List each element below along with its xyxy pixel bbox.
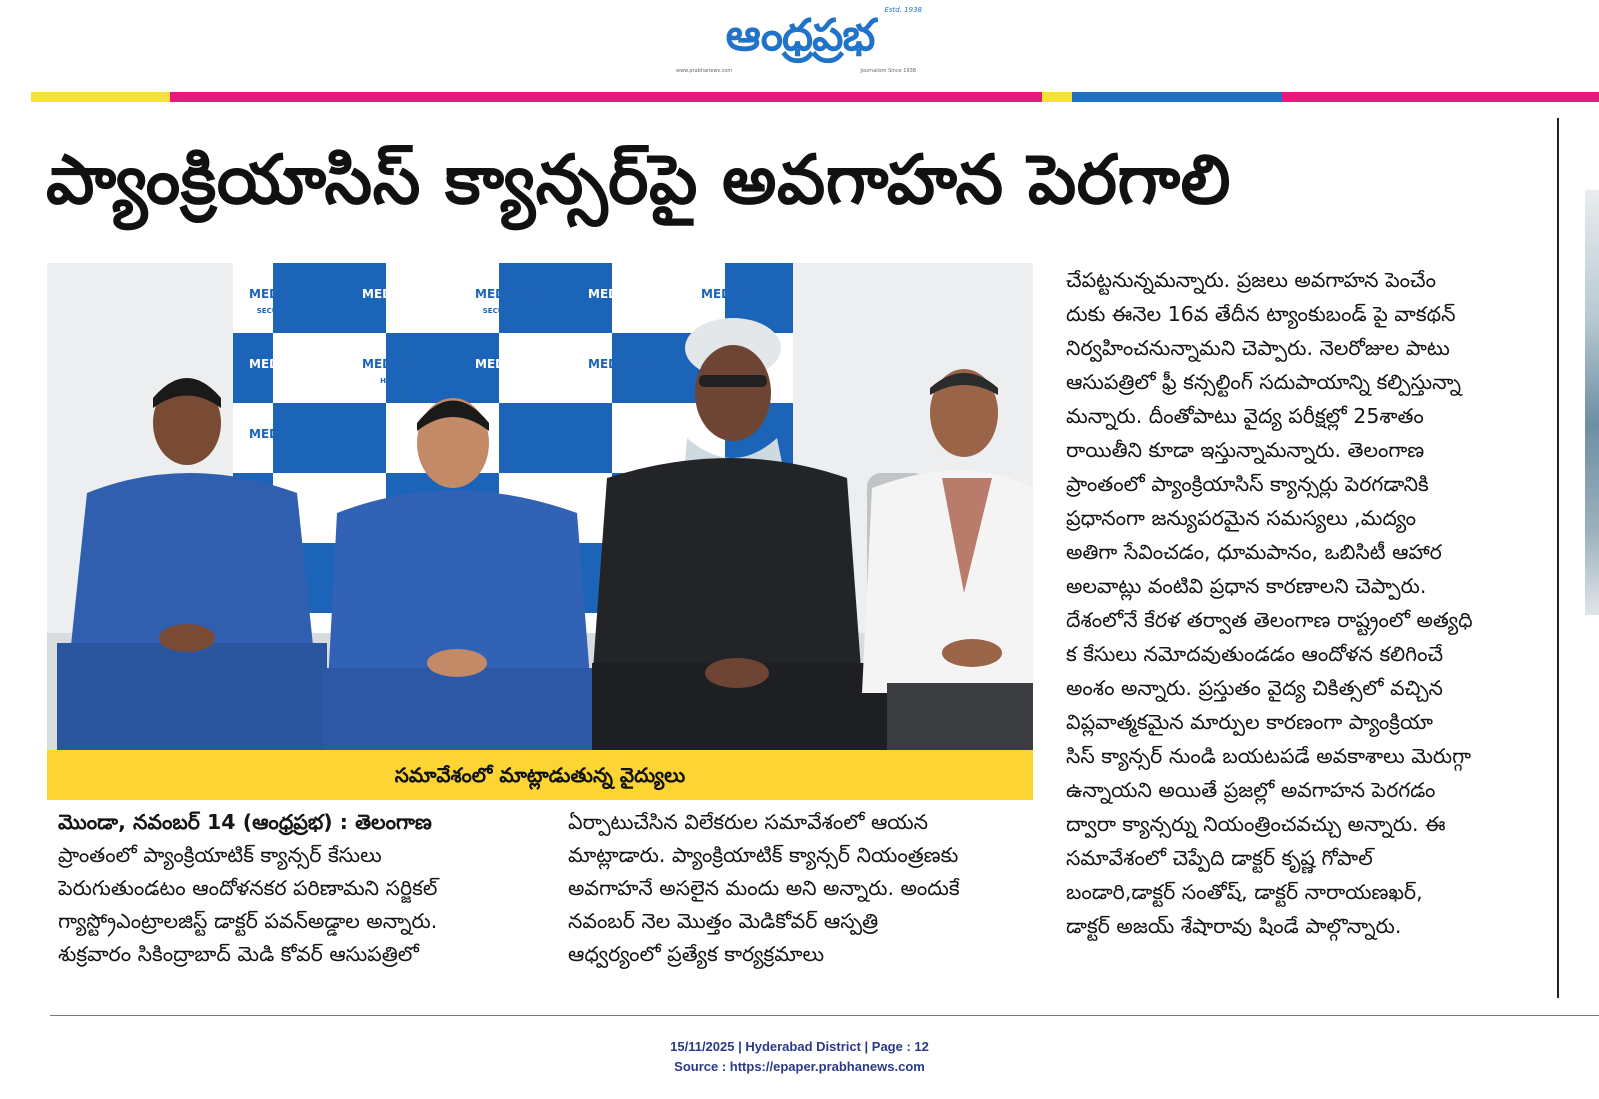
stripe-segment bbox=[31, 92, 170, 102]
photo-illustration bbox=[47, 263, 1033, 750]
backdrop-logo-text: MEDICOVER bbox=[701, 287, 781, 301]
photo-caption: సమావేశంలో మాట్లాడుతున్న వైద్యులు bbox=[394, 763, 686, 787]
backdrop-logo-sub: HOSPITALS bbox=[380, 377, 424, 385]
article-column-right bbox=[1066, 263, 1544, 943]
backdrop-logo-text: MEDICOVER bbox=[475, 357, 555, 371]
article-column-middle bbox=[568, 806, 1040, 971]
article-line: రాయితీని కూడా ఇస్తున్నామన్నారు. తెలంగాణ bbox=[1066, 438, 1425, 462]
backdrop-logo-text: MEDICOVER bbox=[249, 427, 329, 441]
article-line: ప్రాంతంలో ప్యాంక్రియాసిస్ క్యాన్సర్లు పెరగడానికి bbox=[1066, 472, 1429, 496]
stripe-segment bbox=[1072, 92, 1282, 102]
stripe-segment bbox=[170, 92, 1042, 102]
article-line: నవంబర్ నెల మొత్తం మెడికోవర్ ఆస్పత్రి bbox=[568, 909, 879, 933]
article-line: మాట్లాడారు. ప్యాంక్రియాటిక్ క్యాన్సర్ నియంత్రణకు bbox=[568, 843, 959, 867]
backdrop-logo-sub: SECUNDERABAD bbox=[256, 307, 322, 315]
backdrop-logo bbox=[249, 357, 329, 371]
footer bbox=[0, 1037, 1599, 1077]
backdrop-logo-text: MEDICOVER bbox=[362, 287, 442, 301]
article-line: సమావేశంలో చెప్పేది డాక్టర్ కృష్ణ గోపాల్ bbox=[1066, 846, 1373, 870]
backdrop-logo-text: MEDICOVER bbox=[588, 287, 668, 301]
backdrop-logo-text: MEDICOVER bbox=[475, 287, 555, 301]
masthead-url: www.prabhanews.com bbox=[676, 68, 733, 74]
article-line: ఏర్పాటుచేసిన విలేకరుల సమావేశంలో ఆయన bbox=[568, 810, 929, 834]
article-dateline: మొండా, నవంబర్ 14 (ఆంధ్రప్రభ) : తెలంగాణ bbox=[58, 810, 432, 834]
article-line: సిస్ క్యాన్సర్ నుండి బయటపడే అవకాశాలు మెరుగ్గా bbox=[1066, 744, 1472, 768]
article-line: దేశంలోనే కేరళ తర్వాత తెలంగాణ రాష్ట్రంలో అత్యధి bbox=[1066, 608, 1473, 632]
article-line: బండారి,డాక్టర్ సంతోష్, డాక్టర్ నారాయణఖర్, bbox=[1066, 880, 1423, 904]
article-line: క కేసులు నమోదవుతుండడం ఆందోళన కలిగించే bbox=[1066, 642, 1444, 666]
article-line: విప్లవాత్మకమైన మార్పుల కారణంగా ప్యాంక్రియా bbox=[1066, 710, 1433, 734]
article-line: పెరుగుతుండటం ఆందోళనకర పరిణామని సర్జికల్ bbox=[58, 876, 438, 900]
article-line: ఆసుపత్రిలో ఫ్రీ కన్సల్టింగ్ సదుపాయాన్ని కల్పిస్తున్నా bbox=[1066, 370, 1461, 394]
article-line: ఆధ్వర్యంలో ప్రత్యేక కార్యక్రమాలు bbox=[568, 942, 825, 966]
article-line: ద్వారా క్యాన్సర్ను నియంత్రించవచ్చు అన్నారు. ఈ bbox=[1066, 812, 1446, 836]
backdrop-logo bbox=[475, 357, 555, 371]
backdrop-logo-text: MEDICOVER bbox=[588, 357, 668, 371]
article-line: అలవాట్లు వంటివి ప్రధాన కారణాలని చెప్పారు. bbox=[1066, 574, 1427, 598]
adjacent-article-edge bbox=[1585, 190, 1599, 615]
masthead-logo bbox=[670, 6, 930, 80]
backdrop-logo bbox=[362, 287, 442, 301]
article-column-left bbox=[58, 806, 544, 971]
backdrop-logo-text: MEDICOVER bbox=[249, 287, 329, 301]
article-line: శుక్రవారం సికింద్రాబాద్ మెడి కోవర్ ఆసుపత్రిలో bbox=[58, 942, 419, 966]
article-photo bbox=[47, 263, 1033, 750]
article-line: చేపట్టనున్నమన్నారు. ప్రజలు అవగాహన పెంచేం bbox=[1066, 268, 1437, 292]
bottom-divider bbox=[50, 1015, 1599, 1016]
stripe-segment bbox=[1282, 92, 1599, 102]
masthead-tagline: Journalism Since 1938 bbox=[860, 68, 916, 74]
article-line: డాక్టర్ అజయ్ శేషారావు షిండే పాల్గొన్నారు. bbox=[1066, 914, 1402, 938]
backdrop-logo bbox=[588, 287, 668, 301]
article-line: అంశం అన్నారు. ప్రస్తుతం వైద్య చికిత్సలో వచ్చిన bbox=[1066, 676, 1443, 700]
article-line: ప్రాంతంలో ప్యాంక్రియాటిక్ క్యాన్సర్ కేసులు bbox=[58, 843, 382, 867]
article-line: నిర్వహించనున్నామని చెప్పారు. నెలరోజుల పాటు bbox=[1066, 336, 1450, 360]
color-stripe bbox=[31, 92, 1599, 102]
photo-caption-bar bbox=[47, 750, 1033, 800]
masthead-estd: Estd. 1938 bbox=[884, 6, 922, 14]
article-line: మన్నారు. దీంతోపాటు వైద్య పరీక్షల్లో 25శాతం bbox=[1066, 404, 1424, 428]
article-line: దుకు ఈనెల 16వ తేదీన ట్యాంకుబండ్ పై వాకథన్ bbox=[1066, 302, 1456, 326]
footer-source-link[interactable]: Source : https://epaper.prabhanews.com bbox=[674, 1059, 925, 1074]
backdrop-logo-text: MEDICOVER bbox=[362, 357, 442, 371]
masthead-name: ఆంధ్రప్రభ bbox=[725, 10, 875, 61]
article-line: అవగాహనే అసలైన మందు అని అన్నారు. అందుకే bbox=[568, 876, 960, 900]
article-line: అతిగా సేవించడం, ధూమపానం, ఒబిసిటీ ఆహార bbox=[1066, 540, 1442, 564]
stripe-segment bbox=[1042, 92, 1072, 102]
backdrop-logo-text: MEDICOVER bbox=[249, 357, 329, 371]
article-line: ఉన్నాయని అయితే ప్రజల్లో అవగాహన పెరగడం bbox=[1066, 778, 1436, 802]
article-line: గ్యాస్ట్రోఎంట్రాలజిస్ట్ డాక్టర్ పవన్అడ్డాల అన్నారు. bbox=[58, 909, 438, 933]
headline: ప్యాంక్రియాసిస్ క్యాన్సర్‌పై అవగాహన పెరగాలి bbox=[46, 141, 1231, 220]
article-line: ప్రధానంగా జన్యుపరమైన సమస్యలు ,మద్యం bbox=[1066, 506, 1417, 530]
footer-date-page: 15/11/2025 | Hyderabad District | Page : 12 bbox=[670, 1039, 929, 1054]
column-divider bbox=[1557, 118, 1559, 998]
backdrop-logo-sub: SECUNDERABAD bbox=[482, 307, 548, 315]
